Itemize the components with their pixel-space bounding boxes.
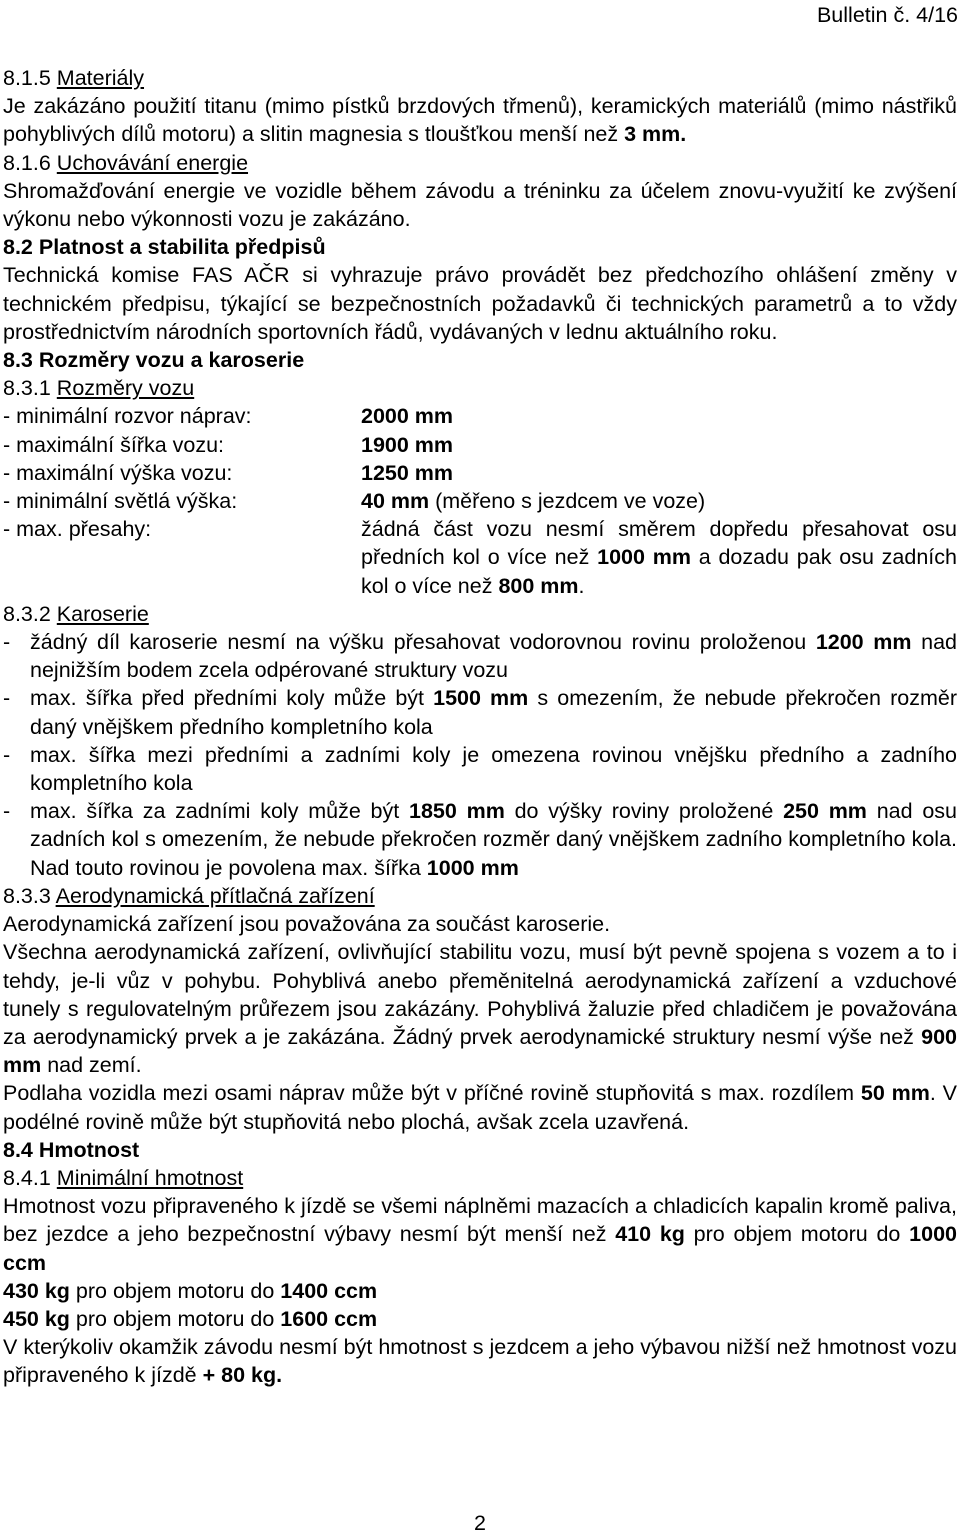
document-body (3, 64, 957, 1390)
dimension-row: - minimální rozvor náprav: 2000 mm (3, 404, 454, 429)
heading-8-4-1: 8.4.1 Minimální hmotnost (3, 1165, 244, 1190)
heading-8-3: 8.3 Rozměry vozu a karoserie (3, 348, 305, 373)
page-number: 2 (474, 1511, 486, 1535)
list-item: - max. šířka mezi předními a zadními koly je omezena rovinou vnějšku předního a zadního kompletního kola (3, 742, 957, 796)
list-item: - max. šířka za zadními koly může být 1850 mm do výšky roviny proložené 250 mm nad osu zadních kol s omezením, že nebude překročen rozměr daný vnějškem zadního kompletního kola. Nad touto rovinou je povolena max. šířka 1000 mm (3, 799, 957, 880)
paragraph-validity: Technická komise FAS AČR si vyhrazuje právo provádět bez předchozího ohlášení změny v technickém předpisu, týkající se bezpečnostních požadavků či technických parametrů a to vždy prostřednictvím národních sportovních řádů, vydávaných v lednu aktuálního roku. (3, 263, 957, 344)
heading-8-1-5-title: Materiály (56, 66, 145, 90)
dimension-row: - minimální světlá výška: 40 mm (měřeno s jezdcem ve voze) (3, 489, 706, 514)
paragraph-aero-1: Aerodynamická zařízení jsou považována za součást karoserie. (3, 912, 611, 937)
heading-8-4-1-title: Minimální hmotnost (56, 1165, 244, 1190)
paragraph-weight-3: 450 kg pro objem motoru do 1600 ccm (3, 1306, 378, 1331)
heading-8-4: 8.4 Hmotnost (3, 1137, 140, 1162)
paragraph-energy: Shromažďování energie ve vozidle během závodu a tréninku za účelem znovu-využití ke zvýšení výkonu nebo výkonnosti vozu je zakázáno. (3, 178, 957, 232)
heading-8-1-6-title: Uchovávání energie (56, 150, 249, 175)
list-item: - žádný díl karoserie nesmí na výšku přesahovat vodorovnou rovinu proloženou 1200 mm nad nejnižším bodem zcela odpérované struktury vozu (3, 630, 957, 683)
heading-8-1-6: 8.1.6 Uchovávání energie (3, 150, 249, 175)
heading-8-3-3-title: Aerodynamická přítlačná zařízení (55, 883, 375, 908)
bulletin-header: Bulletin č. 4/16 (816, 3, 958, 27)
paragraph-materials: Je zakázáno použití titanu (mimo pístků brzdových třmenů), keramických materiálů (mimo nástřiků pohyblivých dílů motoru) a slitin magnesia s tloušťkou menší než 3 mm. (3, 94, 957, 147)
paragraph-aero-3: Podlaha vozidla mezi osami náprav může být v příčné rovině stupňovitá s max. rozdílem 50 mm. V podélné rovině může být stupňovitá nebo plochá, avšak zcela uzavřená. (3, 1081, 957, 1134)
paragraph-aero-2: Všechna aerodynamická zařízení, ovlivňující stabilitu vozu, musí být pevně spojena s vozem a to i tehdy, je-li vůz v pohybu. Pohyblivá anebo přeměnitelná aerodynamická zařízení a vzduchové tunely s regulovatelným průřezem jsou zakázány. Pohyblivá žaluzie před chladičem je považována za aerodynamický prvek a je zakázána. Žádný prvek aerodynamické struktury nesmí výše než 900 mm nad zemí. (3, 940, 957, 1078)
list-item: - max. šířka před předními koly může být 1500 mm s omezením, že nebude překročen rozměr daný vnějškem předního kompletního kola (3, 686, 957, 739)
heading-8-3-1: 8.3.1 Rozměry vozu (3, 376, 195, 401)
paragraph-weight-1: Hmotnost vozu připraveného k jízdě se všemi náplněmi mazacích a chladicích kapalin kromě paliva, bez jezdce a jeho bezpečnostní výbavy nesmí být menší než 410 kg pro objem motoru do 1000 ccm (3, 1194, 957, 1275)
heading-8-3-2: 8.3.2 Karoserie (3, 601, 149, 626)
heading-8-3-3: 8.3.3 Aerodynamická přítlačná zařízení (3, 883, 375, 908)
heading-8-3-1-title: Rozměry vozu (56, 376, 195, 401)
paragraph-weight-4: V kterýkoliv okamžik závodu nesmí být hmotnost s jezdcem a jeho výbavou nižší než hmotnost vozu připraveného k jízdě + 80 kg. (3, 1335, 957, 1388)
paragraph-weight-2: 430 kg pro objem motoru do 1400 ccm (3, 1278, 378, 1303)
heading-8-2: 8.2 Platnost a stabilita předpisů (3, 235, 326, 260)
dimension-row: - maximální výška vozu: 1250 mm (3, 460, 454, 485)
dimension-row: - maximální šířka vozu: 1900 mm (3, 432, 454, 457)
heading-8-1-5: 8.1.5 Materiály (3, 66, 145, 90)
heading-8-3-2-title: Karoserie (56, 601, 149, 626)
dimension-row-overhang: - max. přesahy: žádná část vozu nesmí směrem dopředu přesahovat osu předních kol o více než 1000 mm a dozadu pak osu zadních kol o více než 800 mm. (3, 517, 957, 598)
